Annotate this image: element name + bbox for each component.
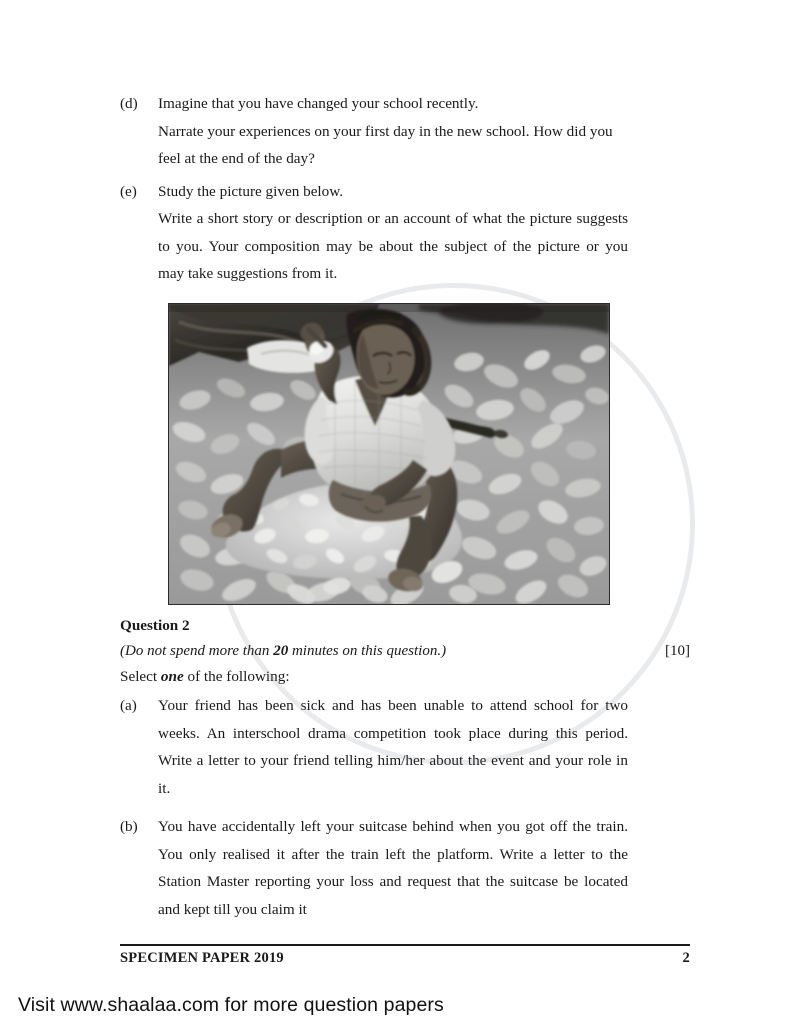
item-label-e: (e) [120,182,137,200]
text-line: it. [158,779,171,797]
photo-graphic [169,304,609,604]
note-minutes: 20 [273,643,289,659]
text-line: Write a letter to your friend telling him/her about the event and your role in [158,752,628,769]
text-line: You have accidentally left your suitcase behind when you got off the train. [158,818,628,835]
select-suffix: of the following: [183,668,290,685]
note-prefix: (Do not spend more than [120,643,274,659]
select-prefix: Select [120,668,161,685]
page-footer [120,944,690,967]
note-suffix: minutes on this question.) [288,643,447,659]
question-2-time-note [120,638,446,664]
question-2-block [120,614,690,918]
item-body-a [158,692,628,802]
text-line: feel at the end of the day? [158,150,315,167]
text-line: Study the picture given below. [158,182,344,200]
list-item-e [120,178,628,288]
question-1-continued [120,90,628,288]
question-2-options [120,692,628,923]
item-label-b: (b) [120,818,138,835]
text-line: to you. Your composition may be about the subject of the picture or you [158,237,628,255]
question-2-marks: [10] [665,643,690,659]
item-body-d [158,90,628,173]
text-line: Imagine that you have changed your school recently. [158,95,479,112]
text-line: and kept till you claim it [158,900,307,918]
list-item-a [120,692,628,802]
text-line: weeks. An interschool drama competition took place during this period. [158,724,628,742]
item-label-a: (a) [120,697,137,714]
text-line: may take suggestions from it. [158,265,338,282]
figure-photograph [168,303,610,605]
item-label-d: (d) [120,95,138,112]
footer-divider [120,944,690,946]
text-line: You only realised it after the train left the platform. Write a letter to the [158,845,628,863]
list-item-b [120,813,628,923]
select-one: one [160,668,184,685]
footer-row [120,950,690,967]
text-line: Your friend has been sick and has been unable to attend school for two [158,697,628,714]
banner-text: Visit www.shaalaa.com for more question papers [18,994,444,1016]
question-2-note-row [120,638,690,664]
site-banner [0,985,800,1035]
spacer [120,802,628,813]
text-line: Station Master reporting your loss and request that the suitcase be located [158,873,628,890]
item-body-e [158,178,628,288]
question-2-heading: Question 2 [120,617,190,634]
text-line: Narrate your experiences on your first day in the new school. How did you [158,122,613,140]
list-item-d [120,90,628,173]
footer-page-number: 2 [682,950,690,966]
question-2-instruction [120,664,690,690]
footer-paper-title: SPECIMEN PAPER 2019 [120,950,284,966]
item-body-b [158,813,628,923]
text-line: Write a short story or description or an account of what the picture suggests [158,210,628,227]
